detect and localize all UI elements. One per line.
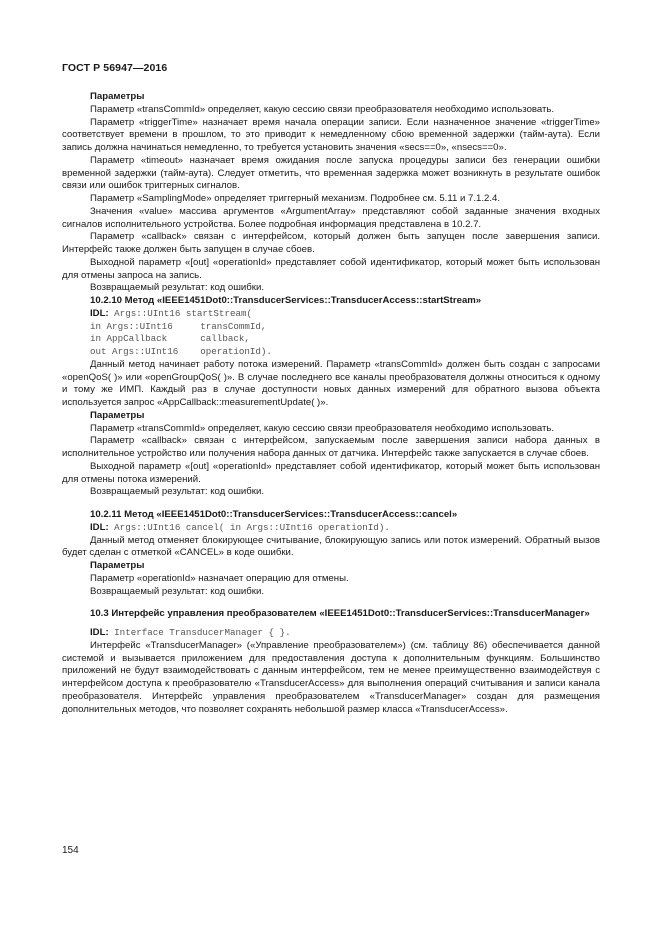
- paragraph: Возвращаемый результат: код ошибки.: [90, 486, 264, 498]
- idl-label: IDL:: [90, 307, 109, 319]
- code-line: in AppCallback callback,: [90, 333, 250, 345]
- paragraph: Параметр «triggerTime» назначает время начала операции записи. Если назначенное значение «triggerTime» соответствует времени в прошлом, то это приводит к немедленному сбою временной задержки (тайм-аута). Если запись должна начинаться немедленно, то требуется установить значения «secs==0», «nsecs==0».: [62, 116, 600, 153]
- paragraph: Параметр «timeout» назначает время ожидания после запуска процедуры записи без генерации ошибки временной задержки (тайм-аута). Следует отметить, что временная задержка может возникнуть в результате ошибок связи или ошибок триггерных сигналов.: [62, 154, 600, 192]
- section-subheading: Параметры: [90, 409, 145, 421]
- code-line: out Args::UInt16 operationId).: [90, 346, 272, 357]
- standard-header: ГОСТ Р 56947—2016: [62, 62, 168, 74]
- paragraph: Интерфейс «TransducerManager» («Управление преобразователем») (см. таблицу 86) обеспечивается данной системой и вызывается приложением для предоставления доступа к дополнительным функциям. Большинство приложений не будут взаимодействовать с данным интерфейсом, тем не менее преимущественно взаимодействуя с интерфейсом доступа к преобразователю «TransducerAccess» для выполнения операций считывания и записи канала преобразователя. Интерфейс управления преобразователем «TransducerManager» создан для размещения дополнительных методов, что позволяет сохранять небольшой размер класса «TransducerAccess».: [62, 639, 600, 715]
- paragraph: Данный метод отменяет блокирующее считывание, блокирующую запись или поток измерений. Обратный вызов будет сделан с отметкой «CANCEL» в коде ошибки.: [62, 534, 600, 559]
- section-subheading: Параметры: [90, 91, 145, 102]
- paragraph: Параметр «operationId» назначает операцию для отмены.: [90, 572, 349, 584]
- section-heading-10-2-11: 10.2.11 Метод «IEEE1451Dot0::TransducerServices::TransducerAccess::cancel»: [90, 509, 458, 520]
- paragraph: Параметр «transCommId» определяет, какую сессию связи преобразователя необходимо использовать.: [90, 422, 555, 434]
- paragraph: Данный метод начинает работу потока измерений. Параметр «transCommId» должен быть создан с запросами «openQoS( )» или «openGroupQoS( )». В случае последнего все каналы преобразователя должны относиться к одному и тому же ИМП. Каждый раз в случае доступности новых данных измерений для обратного вызова объекта используется запрос «AppCallback::measurementUpdate( )».: [62, 358, 600, 408]
- code-line: Interface TransducerManager { }.: [108, 627, 291, 638]
- code-line: in Args::UInt16 transCommId,: [90, 320, 267, 332]
- page-number: 154: [62, 845, 79, 856]
- paragraph: Параметр «callback» связан с интерфейсом, который должен быть запущен после завершения записи. Интерфейс также должен быть запущен в случае сбоев.: [62, 231, 600, 255]
- paragraph: Параметр «transCommId» определяет, какую сессию связи преобразователя необходимо использовать.: [90, 103, 555, 115]
- section-heading-10-2-10: 10.2.10 Метод «IEEE1451Dot0::TransducerServices::TransducerAccess::startStream»: [90, 295, 482, 306]
- paragraph: Выходной параметр «[out] «operationId» представляет собой идентификатор, который может быть использован для отмены запроса на запись.: [62, 256, 600, 281]
- code-line: Args::UInt16 startStream(: [108, 307, 253, 319]
- document-body: [62, 91, 600, 716]
- paragraph: Параметр «callback» связан с интерфейсом, запускаемым после завершения записи набора данных в исполнительное устройство или получения набора данных от датчика. Интерфейс также запускается в случае сбоев.: [62, 435, 600, 459]
- paragraph: Возвращаемый результат: код ошибки.: [90, 585, 264, 597]
- section-subheading: Параметры: [90, 560, 145, 571]
- idl-label: IDL:: [90, 627, 109, 638]
- idl-label: IDL:: [90, 521, 109, 533]
- paragraph: Выходной параметр «[out] «operationId» представляет собой идентификатор, который может быть использован для отмены потока измерений.: [62, 460, 600, 485]
- code-line: Args::UInt16 cancel( in Args::UInt16 operationId).: [108, 521, 390, 533]
- paragraph: Значения «value» массива аргументов «ArgumentArray» представляют собой заданные значения входных сигналов исполнительного устройства. Более подробная информация представлена в 10.2.7.: [62, 205, 600, 230]
- paragraph: Возвращаемый результат: код ошибки.: [90, 282, 264, 294]
- section-heading-10-3: 10.3 Интерфейс управления преобразователем «IEEE1451Dot0::TransducerServices::TransducerManager»: [90, 608, 590, 620]
- paragraph: Параметр «SamplingMode» определяет триггерный механизм. Подробнее см. 5.11 и 7.1.2.4.: [90, 193, 501, 204]
